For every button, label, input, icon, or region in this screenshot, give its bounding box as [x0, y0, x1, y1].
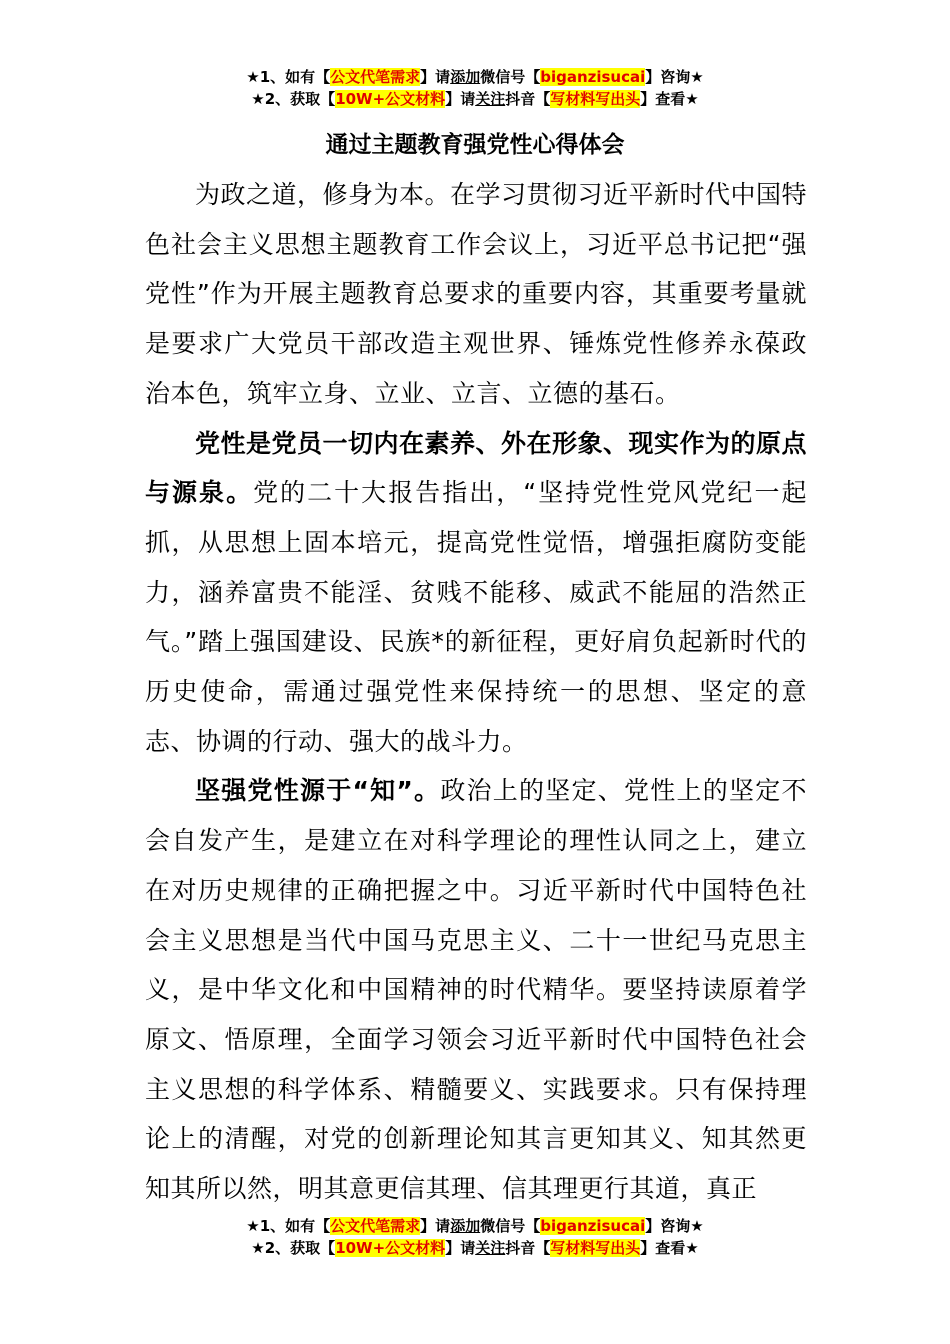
promo-emphasis: 添加	[450, 68, 481, 86]
promo-text: 】请	[445, 90, 476, 108]
promo-text: ★2、获取【	[251, 90, 336, 108]
document-body	[145, 170, 807, 1214]
promo-highlight: 10W+公文材料	[335, 90, 446, 108]
promo-text: 】请	[420, 68, 451, 86]
promo-text: 】咨询★	[645, 1217, 704, 1235]
promo-text: ★2、获取【	[251, 1239, 336, 1257]
promo-text: 】请	[445, 1239, 476, 1257]
promo-highlight: 10W+公文材料	[335, 1239, 446, 1257]
promo-text: ★1、如有【	[246, 68, 331, 86]
paragraph-1	[145, 170, 807, 419]
promo-emphasis: 关注	[475, 1239, 506, 1257]
promo-line-1	[0, 1215, 950, 1237]
promo-text: 微信号【	[480, 68, 541, 86]
promo-emphasis: 添加	[450, 1217, 481, 1235]
promo-text: ★1、如有【	[246, 1217, 331, 1235]
paragraph-text: 为政之道，修身为本。在学习贯彻习近平新时代中国特色社会主义思想主题教育工作会议上，习近平总书记把“强党性”作为开展主题教育总要求的重要内容，其重要考量就是要求广大党员干部改造主观世界、锤炼党性修养永葆政治本色，筑牢立身、立业、立言、立德的基石。	[145, 180, 808, 408]
promo-emphasis: 关注	[475, 90, 506, 108]
paragraph-text: 党的二十大报告指出，“坚持党性党风党纪一起抓，从思想上固本培元，提高党性觉悟，增强拒腐防变能力，涵养富贵不能淫、贫贱不能移、威武不能屈的浩然正气。”踏上强国建设、民族*的新征程，更好肩负起新时代的历史使命，需通过强党性来保持统一的思想、坚定的意志、协调的行动、强大的战斗力。	[145, 478, 807, 756]
paragraph-lead: 坚强党性源于“知”。	[195, 776, 441, 806]
promo-highlight: 公文代笔需求	[330, 1217, 421, 1235]
promo-line-1	[0, 66, 950, 88]
wechat-id-highlight: biganzisucai	[540, 68, 646, 86]
paragraph-2	[145, 419, 807, 767]
paragraph-lead: 党性是党员一切内在素养、外在形象、现实作为的原点与源泉。	[145, 428, 808, 508]
paragraph-3	[145, 766, 807, 1213]
wechat-id-highlight: biganzisucai	[540, 1217, 646, 1235]
promo-text: 】查看★	[640, 90, 699, 108]
promo-text: 抖音【	[505, 90, 551, 108]
document-title: 通过主题教育强党性心得体会	[325, 132, 625, 158]
promo-text: 微信号【	[480, 1217, 541, 1235]
promo-text: 抖音【	[505, 1239, 551, 1257]
bottom-promo-banner	[0, 1215, 950, 1259]
promo-line-2	[0, 88, 950, 110]
paragraph-text: 政治上的坚定、党性上的坚定不会自发产生，是建立在对科学理论的理性认同之上，建立在对历史规律的正确把握之中。习近平新时代中国特色社会主义思想是当代中国马克思主义、二十一世纪马克思主义，是中华文化和中国精神的时代精华。要坚持读原着学原文、悟原理，全面学习领会习近平新时代中国特色社会主义思想的科学体系、精髓要义、实践要求。只有保持理论上的清醒，对党的创新理论知其言更知其义、知其然更知其所以然，明其意更信其理、信其理更行其道，真正	[145, 776, 807, 1204]
promo-text: 】咨询★	[645, 68, 704, 86]
douyin-id-highlight: 写材料写出头	[550, 1239, 641, 1257]
promo-text: 】查看★	[640, 1239, 699, 1257]
douyin-id-highlight: 写材料写出头	[550, 90, 641, 108]
promo-highlight: 公文代笔需求	[330, 68, 421, 86]
promo-line-2	[0, 1237, 950, 1259]
top-promo-banner	[0, 66, 950, 110]
promo-text: 】请	[420, 1217, 451, 1235]
